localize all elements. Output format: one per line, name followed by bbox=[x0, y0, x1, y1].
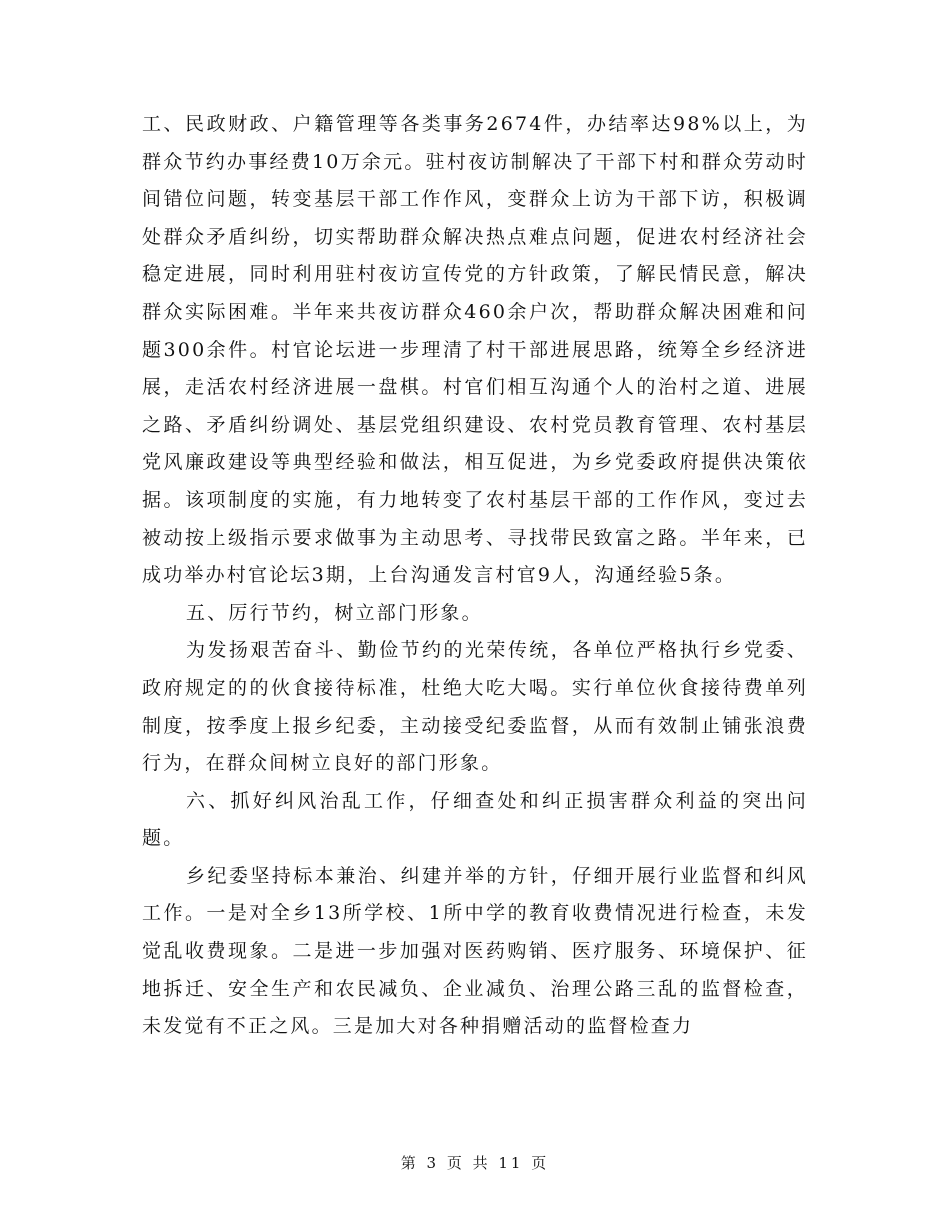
section-heading-5: 五、厉行节约，树立部门形象。 bbox=[186, 601, 483, 624]
paragraph-3: 乡纪委坚持标本兼治、纠建并举的方针，仔细开展行业监督和纠风工作。一是对全乡13所学校、1所中学的教育收费情况进行检查，未发觉乱收费现象。二是进一步加强对医药购销、医疗服务、环境保护、征地拆迁、安全生产和农民减负、企业减负、治理公路三乱的监督检查，未发觉有不正之风。三是加大对各种捐赠活动的监督检查力 bbox=[142, 864, 808, 1038]
document-body bbox=[142, 106, 808, 1046]
section-heading-6: 六、抓好纠风治乱工作，仔细查处和纠正损害群众利益的突出问题。 bbox=[142, 789, 808, 850]
page-footer: 第 3 页 共 11 页 bbox=[400, 1154, 550, 1172]
paragraph-2: 为发扬艰苦奋斗、勤俭节约的光荣传统，各单位严格执行乡党委、政府规定的的伙食接待标准，杜绝大吃大喝。实行单位伙食接待费单列制度，按季度上报乡纪委，主动接受纪委监督，从而有效制止铺张浪费行为，在群众间树立良好的部门形象。 bbox=[142, 639, 808, 775]
paragraph-1: 工、民政财政、户籍管理等各类事务2674件，办结率达98%以上，为群众节约办事经费10万余元。驻村夜访制解决了干部下村和群众劳动时间错位问题，转变基层干部工作作风，变群众上访为干部下访，积极调处群众矛盾纠纷，切实帮助群众解决热点难点问题，促进农村经济社会稳定进展，同时利用驻村夜访宣传党的方针政策，了解民情民意，解决群众实际困难。半年来共夜访群众460余户次，帮助群众解决困难和问题300余件。村官论坛进一步理清了村干部进展思路，统筹全乡经济进展，走活农村经济进展一盘棋。村官们相互沟通个人的治村之道、进展之路、矛盾纠纷调处、基层党组织建设、农村党员教育管理、农村基层党风廉政建设等典型经验和做法，相互促进，为乡党委政府提供决策依据。该项制度的实施，有力地转变了农村基层干部的工作作风，变过去被动按上级指示要求做事为主动思考、寻找带民致富之路。半年来，已成功举办村官论坛3期，上台沟通发言村官9人，沟通经验5条。 bbox=[142, 113, 808, 587]
